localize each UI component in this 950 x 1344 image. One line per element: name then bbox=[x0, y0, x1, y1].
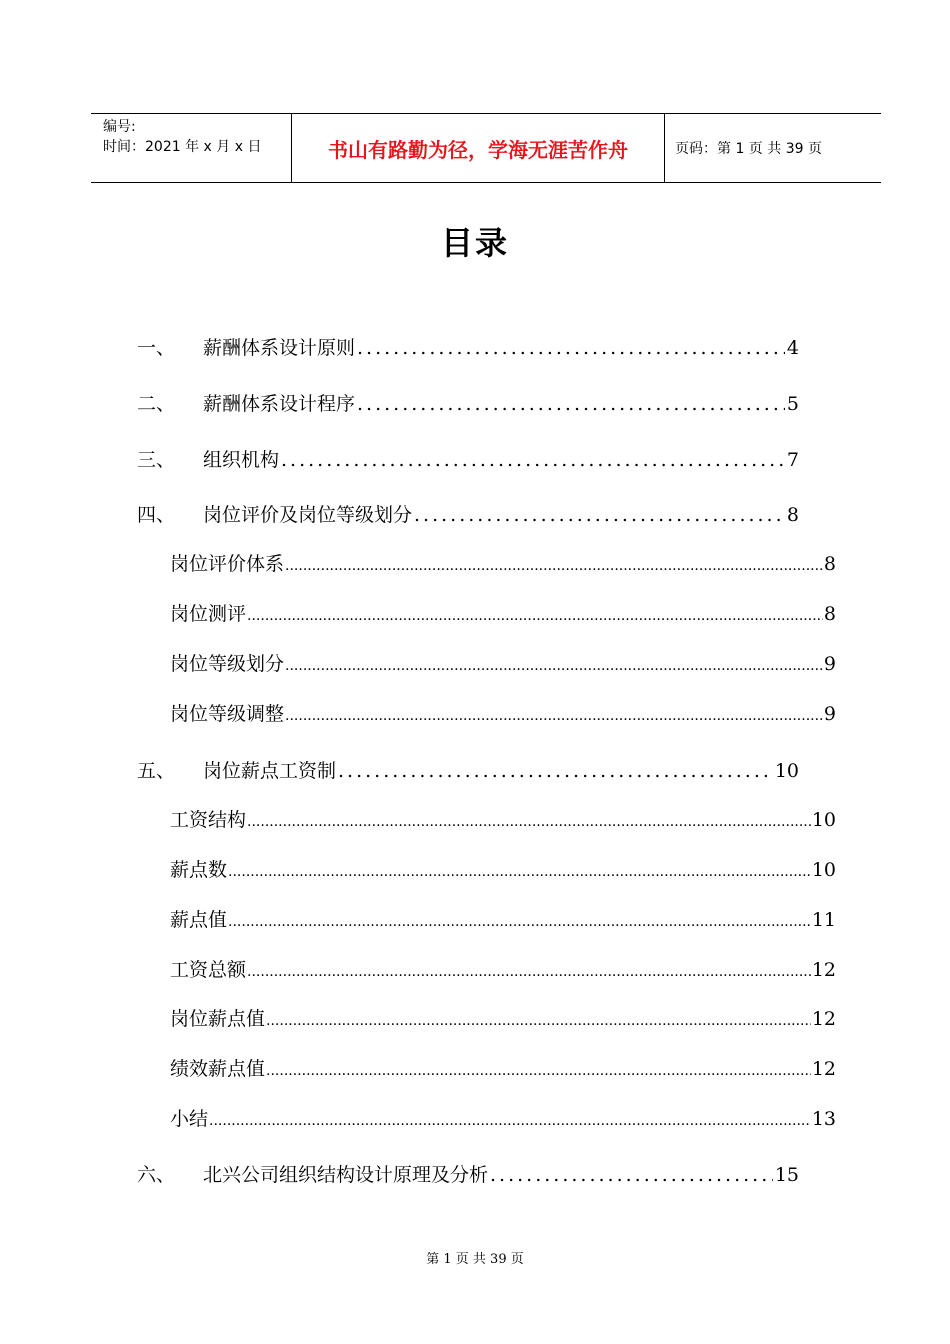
toc-entry-page: 8 bbox=[823, 553, 836, 575]
toc-entry[interactable] bbox=[170, 699, 836, 726]
toc-leader-dots bbox=[357, 337, 785, 359]
toc-leader-dots bbox=[228, 864, 811, 880]
toc-entry-label: 薪酬体系设计原则 bbox=[203, 337, 356, 359]
toc-leader-dots bbox=[247, 964, 811, 980]
toc-entry-label: 薪点数 bbox=[170, 859, 228, 881]
toc-leader-dots bbox=[228, 914, 811, 930]
toc-entry-number: 二、 bbox=[137, 393, 176, 415]
header-page-info: 页码：第 1 页 共 39 页 bbox=[675, 141, 822, 157]
toc-entry-page: 10 bbox=[811, 809, 836, 831]
toc-entry-label: 岗位测评 bbox=[170, 603, 247, 625]
toc-entry[interactable] bbox=[170, 805, 836, 832]
toc-leader-dots bbox=[281, 449, 785, 471]
toc-entry-label: 工资总额 bbox=[170, 959, 247, 981]
toc-leader-dots bbox=[247, 814, 811, 830]
time-label: 时间：2021 年 x 月 x 日 bbox=[103, 139, 262, 155]
toc-entry-number: 四、 bbox=[137, 504, 176, 526]
header-motto: 书山有路勤为径，学海无涯苦作舟 bbox=[292, 114, 665, 182]
toc-entry-page: 12 bbox=[811, 1008, 836, 1030]
toc-leader-dots bbox=[285, 558, 823, 574]
toc-entry-page: 9 bbox=[823, 653, 836, 675]
toc-entry-label: 北兴公司组织结构设计原理及分析 bbox=[203, 1164, 489, 1186]
toc-entry-number: 三、 bbox=[137, 449, 176, 471]
toc-entry-page: 10 bbox=[774, 760, 799, 782]
toc-entry-label: 小结 bbox=[170, 1108, 209, 1130]
toc-entry-label: 岗位等级划分 bbox=[170, 653, 285, 675]
toc-entry[interactable] bbox=[137, 445, 799, 472]
number-label: 编号: bbox=[103, 119, 136, 135]
toc-entry[interactable] bbox=[170, 855, 836, 882]
toc-entry-label: 岗位薪点值 bbox=[170, 1008, 266, 1030]
toc-leader-dots bbox=[285, 658, 823, 674]
toc-entry-page: 15 bbox=[774, 1164, 799, 1186]
toc-entry-label: 薪点值 bbox=[170, 909, 228, 931]
toc-entry-page: 12 bbox=[811, 959, 836, 981]
toc-entry-label: 薪酬体系设计程序 bbox=[203, 393, 356, 415]
toc-leader-dots bbox=[209, 1113, 811, 1129]
page-title: 目录 bbox=[440, 224, 509, 262]
toc-entry-label: 岗位薪点工资制 bbox=[203, 760, 337, 782]
page-footer: 第 1 页 共 39 页 bbox=[426, 1252, 524, 1267]
toc-entry-number: 五、 bbox=[137, 760, 176, 782]
toc-entry-number: 六、 bbox=[137, 1164, 176, 1186]
toc-entry-page: 4 bbox=[786, 337, 799, 359]
toc-entry-page: 8 bbox=[786, 504, 799, 526]
toc-entry-page: 10 bbox=[811, 859, 836, 881]
page-header bbox=[91, 113, 881, 183]
toc-leader-dots bbox=[247, 608, 823, 624]
header-meta bbox=[91, 114, 292, 182]
toc-leader-dots bbox=[357, 393, 785, 415]
toc-leader-dots bbox=[338, 760, 773, 782]
toc-entry[interactable] bbox=[170, 1054, 836, 1081]
toc-entry-page: 5 bbox=[786, 393, 799, 415]
toc-entry-label: 岗位评价及岗位等级划分 bbox=[203, 504, 413, 526]
toc-entry-label: 工资结构 bbox=[170, 809, 247, 831]
toc-entry-page: 12 bbox=[811, 1058, 836, 1080]
toc-entry[interactable] bbox=[137, 333, 799, 360]
toc-entry-label: 岗位评价体系 bbox=[170, 553, 285, 575]
toc-entry-label: 绩效薪点值 bbox=[170, 1058, 266, 1080]
toc-entry-label: 岗位等级调整 bbox=[170, 703, 285, 725]
toc-leader-dots bbox=[414, 504, 785, 526]
toc-entry[interactable] bbox=[137, 1160, 799, 1187]
toc-entry[interactable] bbox=[137, 500, 799, 527]
toc-entry[interactable] bbox=[170, 1104, 836, 1131]
toc-leader-dots bbox=[490, 1164, 773, 1186]
toc-entry[interactable] bbox=[137, 756, 799, 783]
toc-entry-label: 组织机构 bbox=[203, 449, 280, 471]
toc-entry[interactable] bbox=[170, 599, 836, 626]
toc-entry-page: 7 bbox=[786, 449, 799, 471]
toc-entry[interactable] bbox=[170, 1004, 836, 1031]
toc-entry[interactable] bbox=[170, 649, 836, 676]
toc-leader-dots bbox=[266, 1063, 811, 1079]
toc-entry-page: 11 bbox=[811, 909, 836, 931]
toc-entry[interactable] bbox=[137, 389, 799, 416]
toc-leader-dots bbox=[285, 708, 823, 724]
toc-entry[interactable] bbox=[170, 549, 836, 576]
toc-entry-page: 9 bbox=[823, 703, 836, 725]
toc-entry-page: 8 bbox=[823, 603, 836, 625]
toc-entry-number: 一、 bbox=[137, 337, 176, 359]
toc-entry-page: 13 bbox=[811, 1108, 836, 1130]
toc-leader-dots bbox=[266, 1013, 811, 1029]
toc-entry[interactable] bbox=[170, 905, 836, 932]
toc-entry[interactable] bbox=[170, 955, 836, 982]
